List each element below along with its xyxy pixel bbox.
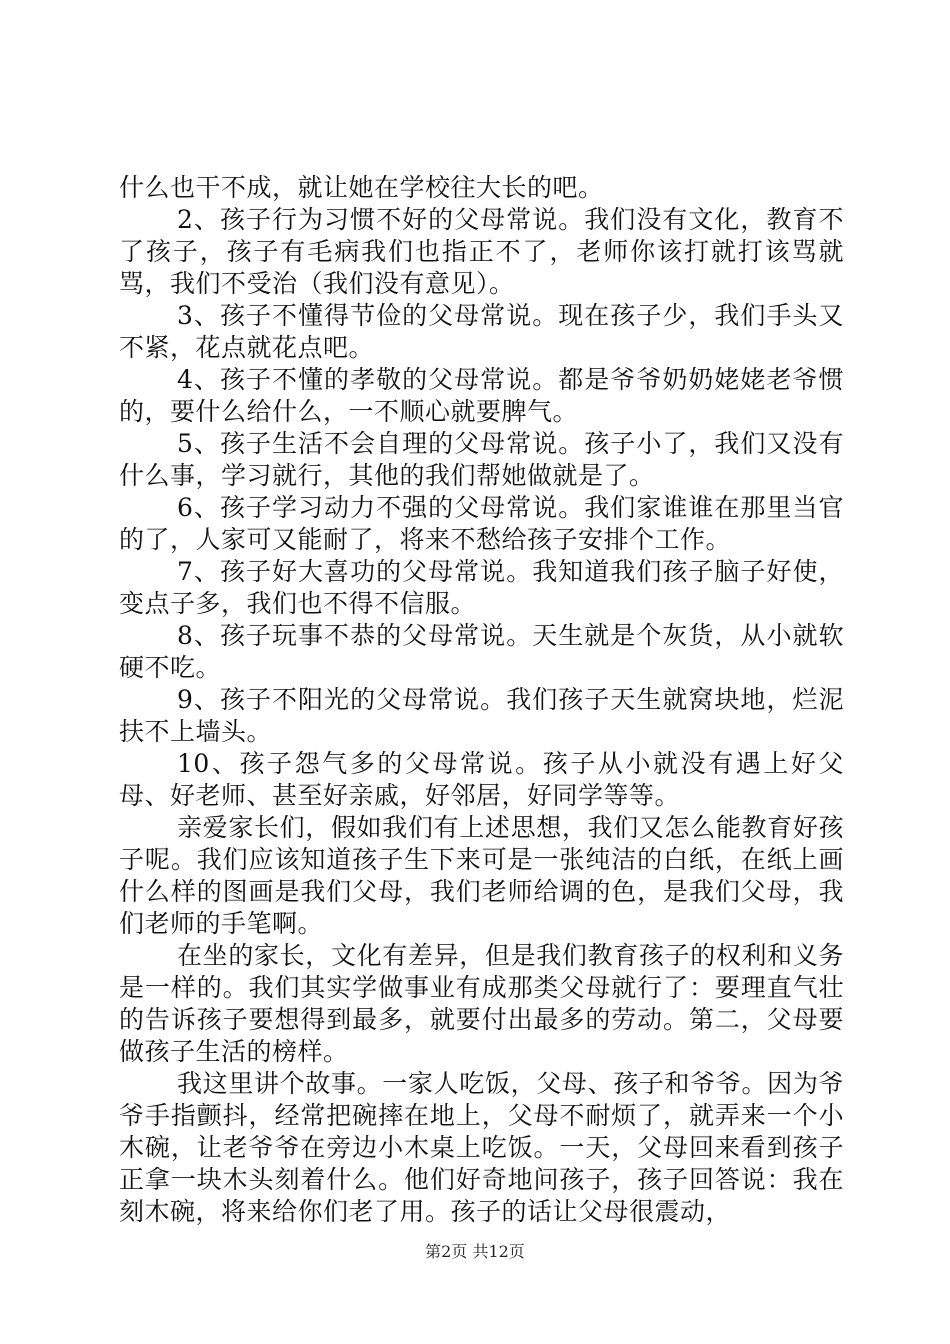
paragraph-item-9: 9、孩子不阳光的父母常说。我们孩子天生就窝块地，烂泥扶不上墙头。 [119, 685, 844, 746]
paragraph-item-5: 5、孩子生活不会自理的父母常说。孩子小了，我们又没有什么事，学习就行，其他的我们帮她做就是了。 [119, 429, 844, 490]
paragraph-continuation: 什么也干不成，就让她在学校往大长的吧。 [119, 173, 604, 202]
paragraph-parents-address: 亲爱家长们，假如我们有上述思想，我们又怎么能教育好孩子呢。我们应该知道孩子生下来可是一张纯洁的白纸，在纸上画什么样的图画是我们父母，我们老师给调的色，是我们父母，我们老师的手笔啊。 [119, 813, 844, 938]
paragraph-item-2: 2、孩子行为习惯不好的父母常说。我们没有文化，教育不了孩子，孩子有毛病我们也指正不了，老师你该打就打该骂就骂，我们不受治（我们没有意见）。 [119, 205, 844, 298]
paragraph-item-6: 6、孩子学习动力不强的父母常说。我们家谁谁在那里当官的了，人家可又能耐了，将来不愁给孩子安排个工作。 [119, 493, 844, 554]
document-body [119, 172, 844, 1228]
paragraph-story: 我这里讲个故事。一家人吃饭，父母、孩子和爷爷。因为爷爷手指颤抖，经常把碗摔在地上，父母不耐烦了，就弄来一个小木碗，让老爷爷在旁边小木桌上吃饭。一天，父母回来看到孩子正拿一块木头刻着什么。他们好奇地问孩子，孩子回答说：我在刻木碗，将来给你们老了用。孩子的话让父母很震动， [119, 1069, 844, 1226]
paragraph-item-4: 4、孩子不懂的孝敬的父母常说。都是爷爷奶奶姥姥老爷惯的，要什么给什么，一不顺心就要脾气。 [119, 365, 844, 426]
paragraph-parents-duty: 在坐的家长，文化有差异，但是我们教育孩子的权利和义务是一样的。我们其实学做事业有成那类父母就行了：要理直气壮的告诉孩子要想得到最多，就要付出最多的劳动。第二，父母要做孩子生活的榜样。 [119, 941, 844, 1066]
paragraph-item-7: 7、孩子好大喜功的父母常说。我知道我们孩子脑子好使，变点子多，我们也不得不信服。 [119, 557, 844, 618]
paragraph-item-8: 8、孩子玩事不恭的父母常说。天生就是个灰货，从小就软硬不吃。 [119, 621, 844, 682]
paragraph-item-10: 10、孩子怨气多的父母常说。孩子从小就没有遇上好父母、好老师、甚至好亲戚，好邻居，好同学等等。 [119, 749, 844, 810]
paragraph-item-3: 3、孩子不懂得节俭的父母常说。现在孩子少，我们手头又不紧，花点就花点吧。 [119, 301, 844, 362]
page-number-footer: 第2页 共12页 [425, 1242, 525, 1261]
